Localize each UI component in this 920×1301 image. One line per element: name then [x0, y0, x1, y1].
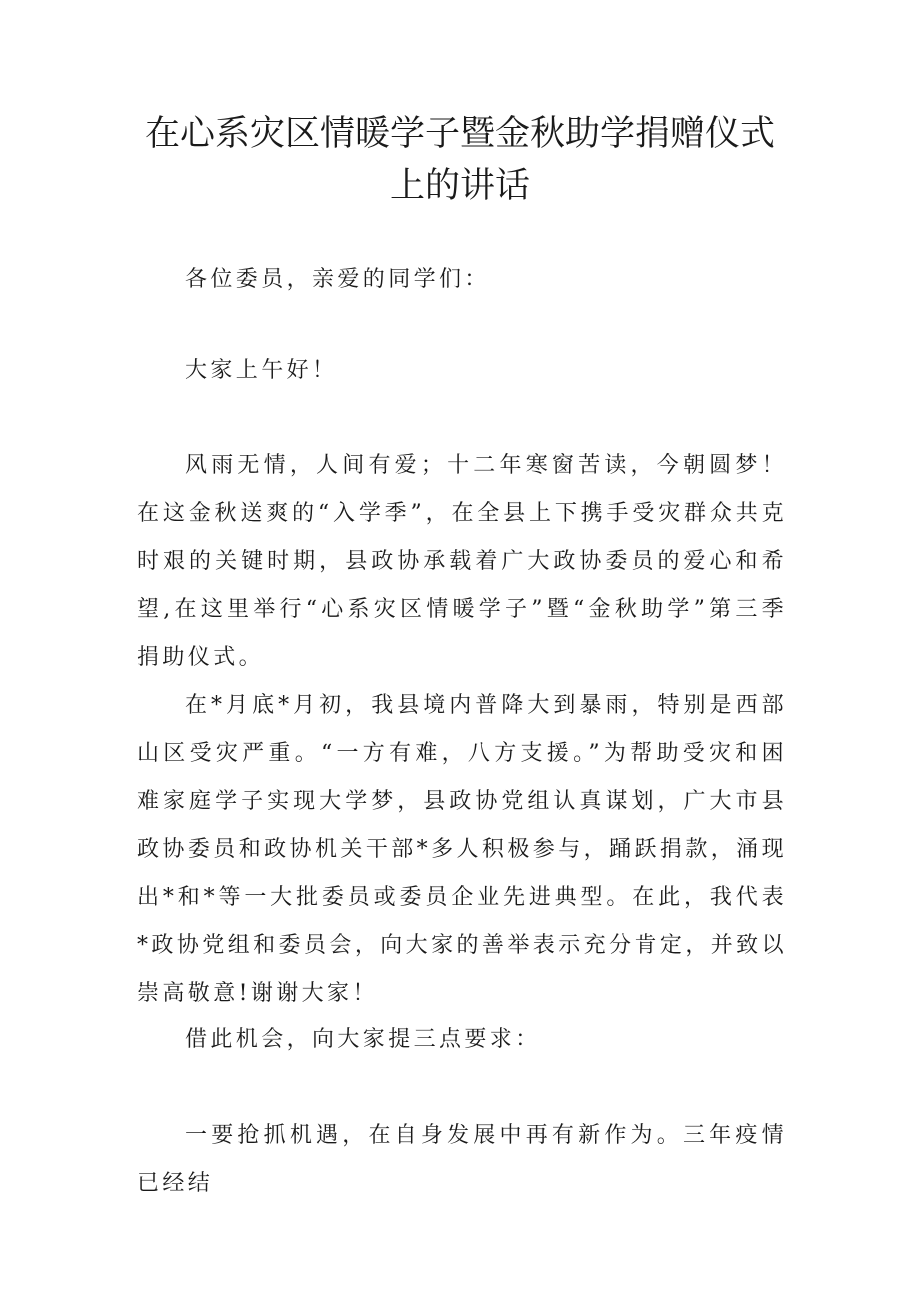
document-title-line-2: 上的讲话 — [389, 166, 530, 206]
paragraph-salutation: 各位委员，亲爱的同学们： — [185, 267, 490, 292]
paragraph-requirement-one: 一要抢抓机遇，在自身发展中再有新作为。三年疫情已经结 — [137, 1123, 787, 1196]
paragraph-requirements-intro: 借此机会，向大家提三点要求： — [185, 1027, 541, 1052]
paragraph-background: 在*月底*月初，我县境内普降大到暴雨，特别是西部山区受灾严重。“一方有难，八方支援。”为帮助受灾和困难家庭学子实现大学梦，县政协党组认真谋划，广大市县政协委员和政协机关干部*多人积极参与，踊跃捐款，涌现出*和*等一大批委员或委员企业先进典型。在此，我代表*政协党组和委员会，向大家的善举表示充分肯定，并致以崇高敬意!谢谢大家！ — [137, 693, 787, 1006]
paragraph-greeting: 大家上午好！ — [185, 358, 338, 383]
document-title-line-1: 在心系灾区情暖学子暨金秋助学捐赠仪式 — [144, 114, 775, 154]
paragraph-introduction: 风雨无情，人间有爱；十二年寒窗苦读，今朝圆梦！在这金秋送爽的“入学季”，在全县上下携手受灾群众共克时艰的关键时期，县政协承载着广大政协委员的爱心和希望,在这里举行“心系灾区情暖学子”暨“金秋助学”第三季捐助仪式。 — [137, 453, 787, 670]
